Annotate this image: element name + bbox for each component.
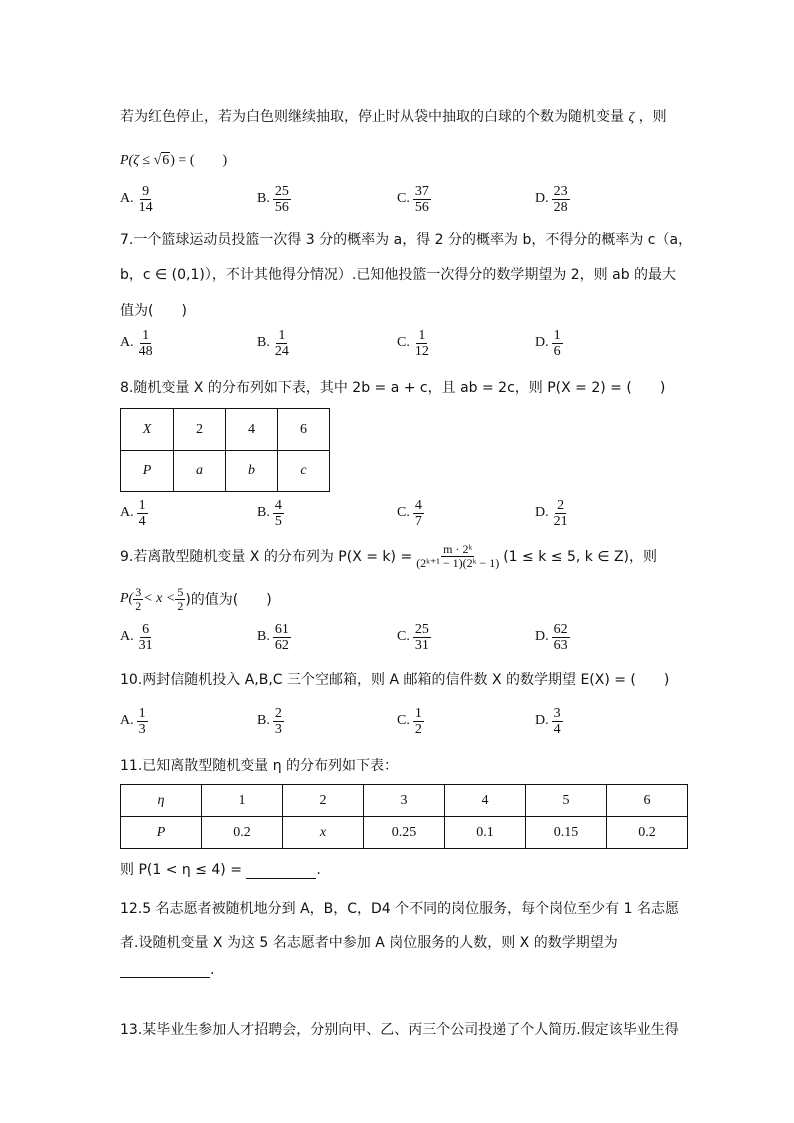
q6-line1 (120, 106, 667, 126)
q9-bound-numerator: 3 (135, 584, 142, 599)
option-label: D. (535, 335, 549, 350)
option-numerator: 9 (142, 183, 150, 199)
q9-formula-denominator: (2ᵏ⁺¹ − 1)(2ᵏ − 1) (416, 555, 500, 570)
q11-distribution-table (120, 784, 688, 849)
option-numerator: 23 (553, 183, 568, 199)
option-numerator: 1 (418, 327, 426, 343)
option-denominator: 62 (274, 637, 289, 653)
option-numerator: 1 (278, 327, 286, 343)
table-cell: 2 (174, 409, 226, 451)
option-numerator: 3 (553, 705, 561, 721)
q9-bound-numerator: 5 (177, 584, 184, 599)
q7-option-c[interactable] (397, 326, 431, 360)
q8-option-d[interactable] (535, 496, 570, 530)
option-label: A. (120, 713, 134, 728)
option-numerator: 62 (553, 621, 568, 637)
option-label: A. (120, 505, 134, 520)
q10-option-b[interactable] (257, 704, 284, 738)
option-denominator: 31 (414, 637, 429, 653)
table-cell: 5 (526, 785, 607, 817)
q9-option-d[interactable] (535, 620, 570, 654)
table-cell: 3 (364, 785, 445, 817)
option-numerator: 2 (274, 705, 282, 721)
q9-text-pre: 9.若离散型随机变量 X 的分布列为 P(X = k) = (120, 549, 413, 565)
answer-blank[interactable] (120, 963, 210, 978)
option-numerator: 61 (274, 621, 289, 637)
option-label: D. (535, 713, 549, 728)
q7-option-d[interactable] (535, 326, 563, 360)
option-label: C. (397, 191, 410, 206)
option-label: D. (535, 629, 549, 644)
q7-line3: 值为( ) (120, 303, 187, 319)
option-numerator: 37 (414, 183, 429, 199)
q12-line2: 者.设随机变量 X 为这 5 名志愿者中参加 A 岗位服务的人数，则 X 的数学期望为 (120, 935, 618, 951)
option-label: C. (397, 629, 410, 644)
q10-option-c[interactable] (397, 704, 424, 738)
option-numerator: 4 (274, 497, 282, 513)
table-row (121, 409, 330, 451)
table-row (121, 451, 330, 492)
option-label: D. (535, 191, 549, 206)
option-label: A. (120, 335, 134, 350)
q8-option-c[interactable] (397, 496, 424, 530)
option-numerator: 25 (414, 621, 429, 637)
q9-bound-denominator: 2 (135, 598, 142, 613)
option-numerator: 1 (138, 705, 146, 721)
option-numerator: 1 (138, 497, 146, 513)
q11-line2 (120, 859, 321, 879)
option-denominator: 56 (414, 199, 429, 215)
q12-line1: 12.5 名志愿者被随机地分到 A，B，C，D4 个不同的岗位服务，每个岗位至少有 1 名志愿 (120, 901, 679, 917)
q7-options (120, 326, 680, 360)
option-label: D. (535, 505, 549, 520)
option-denominator: 21 (553, 513, 568, 529)
q10-option-a[interactable] (120, 704, 148, 738)
q9-option-b[interactable] (257, 620, 291, 654)
q6-expr-pre: P(ζ ≤ (120, 153, 154, 168)
q12-line3 (120, 962, 214, 978)
table-cell: 4 (226, 409, 278, 451)
table-cell: 0.2 (202, 817, 283, 849)
q7-line2: b，c ∈ (0,1)），不计其他得分情况）.已知他投篮一次得分的数学期望为 2，则 ab 的最大 (120, 267, 677, 283)
table-cell: X (121, 409, 174, 451)
option-denominator: 31 (138, 637, 153, 653)
q9-formula-numerator: m · 2ᵏ (443, 541, 473, 556)
q8-option-b[interactable] (257, 496, 284, 530)
q9-line2 (120, 582, 272, 616)
q11-end: . (316, 862, 321, 878)
q10-option-d[interactable] (535, 704, 563, 738)
option-denominator: 7 (414, 513, 422, 529)
table-cell: 0.1 (445, 817, 526, 849)
q7-option-a[interactable] (120, 326, 155, 360)
q6-option-b[interactable] (257, 182, 291, 216)
q9-option-a[interactable] (120, 620, 155, 654)
q6-variable: ζ (628, 110, 635, 125)
option-numerator: 1 (414, 705, 422, 721)
option-denominator: 28 (553, 199, 568, 215)
table-cell: a (174, 451, 226, 492)
table-cell: 6 (607, 785, 688, 817)
q9-options (120, 620, 680, 654)
table-row (121, 817, 688, 849)
table-cell: x (283, 817, 364, 849)
q6-text: 若为红色停止，若为白色则继续抽取，停止时从袋中抽取的白球的个数为随机变量 (120, 109, 624, 125)
q7-line1: 7.一个篮球运动员投篮一次得 3 分的概率为 a，得 2 分的概率为 b，不得分的概率为 c（a， (120, 232, 693, 248)
q6-option-d[interactable] (535, 182, 570, 216)
table-cell: P (121, 451, 174, 492)
option-denominator: 14 (138, 199, 153, 215)
option-numerator: 2 (557, 497, 565, 513)
option-denominator: 3 (138, 721, 146, 737)
q8-option-a[interactable] (120, 496, 148, 530)
q6-option-c[interactable] (397, 182, 431, 216)
table-cell: 2 (283, 785, 364, 817)
table-cell: 0.25 (364, 817, 445, 849)
q10-options (120, 704, 680, 738)
q9-line2-mid: < x < (143, 591, 176, 606)
option-denominator: 6 (553, 343, 561, 359)
option-denominator: 12 (414, 343, 429, 359)
q11-text: 则 P(1 < η ≤ 4) = (120, 862, 247, 878)
option-label: A. (120, 629, 134, 644)
table-cell: P (121, 817, 202, 849)
option-denominator: 48 (138, 343, 153, 359)
option-denominator: 2 (414, 721, 422, 737)
option-label: B. (257, 629, 270, 644)
option-denominator: 3 (274, 721, 282, 737)
table-cell: c (278, 451, 330, 492)
option-numerator: 25 (274, 183, 289, 199)
q8-distribution-table (120, 408, 330, 492)
table-cell: 0.15 (526, 817, 607, 849)
answer-blank[interactable] (246, 864, 316, 879)
option-denominator: 24 (274, 343, 289, 359)
q9-text-post: (1 ≤ k ≤ 5, k ∈ Z)，则 (503, 549, 658, 565)
option-numerator: 6 (142, 621, 150, 637)
table-cell: b (226, 451, 278, 492)
option-numerator: 4 (414, 497, 422, 513)
table-cell: η (121, 785, 202, 817)
table-cell: 0.2 (607, 817, 688, 849)
q6-expr-post: ) = ( ) (170, 153, 228, 168)
option-label: C. (397, 505, 410, 520)
q9-line2-pre: P( (120, 591, 134, 606)
option-denominator: 56 (274, 199, 289, 215)
option-label: B. (257, 713, 270, 728)
table-row (121, 785, 688, 817)
q8-line1: 8.随机变量 X 的分布列如下表，其中 2b = a + c，且 ab = 2c，则 P(X = 2) = ( ) (120, 380, 666, 396)
option-label: B. (257, 335, 270, 350)
q9-line1 (120, 538, 657, 574)
option-label: B. (257, 505, 270, 520)
q6-expression: P(ζ ≤ √6) = ( ) (120, 153, 228, 168)
table-cell: 1 (202, 785, 283, 817)
option-denominator: 4 (553, 721, 561, 737)
q10-line1: 10.两封信随机投入 A,B,C 三个空邮箱，则 A 邮箱的信件数 X 的数学期望 E(X) = ( ) (120, 672, 670, 688)
option-numerator: 1 (142, 327, 150, 343)
option-label: A. (120, 191, 134, 206)
q13-line1: 13.某毕业生参加人才招聘会，分别向甲、乙、丙三个公司投递了个人简历.假定该毕业生得 (120, 1022, 679, 1038)
q6-expr-sqrt: 6 (162, 153, 170, 168)
option-denominator: 63 (553, 637, 568, 653)
q9-line2-post: )的值为( ) (185, 592, 272, 608)
option-denominator: 5 (274, 513, 282, 529)
q7-option-b[interactable] (257, 326, 291, 360)
table-cell: 6 (278, 409, 330, 451)
q9-bound-denominator: 2 (177, 598, 184, 613)
option-label: C. (397, 713, 410, 728)
option-label: B. (257, 191, 270, 206)
q6-option-a[interactable] (120, 182, 155, 216)
q6-options (120, 182, 680, 216)
option-denominator: 4 (138, 513, 146, 529)
q9-option-c[interactable] (397, 620, 431, 654)
q12-end: . (210, 962, 215, 978)
option-numerator: 1 (553, 327, 561, 343)
q8-options (120, 496, 680, 530)
q11-line1: 11.已知离散型随机变量 η 的分布列如下表： (120, 758, 399, 774)
table-cell: 4 (445, 785, 526, 817)
option-label: C. (397, 335, 410, 350)
q6-tail: ，则 (638, 109, 667, 125)
